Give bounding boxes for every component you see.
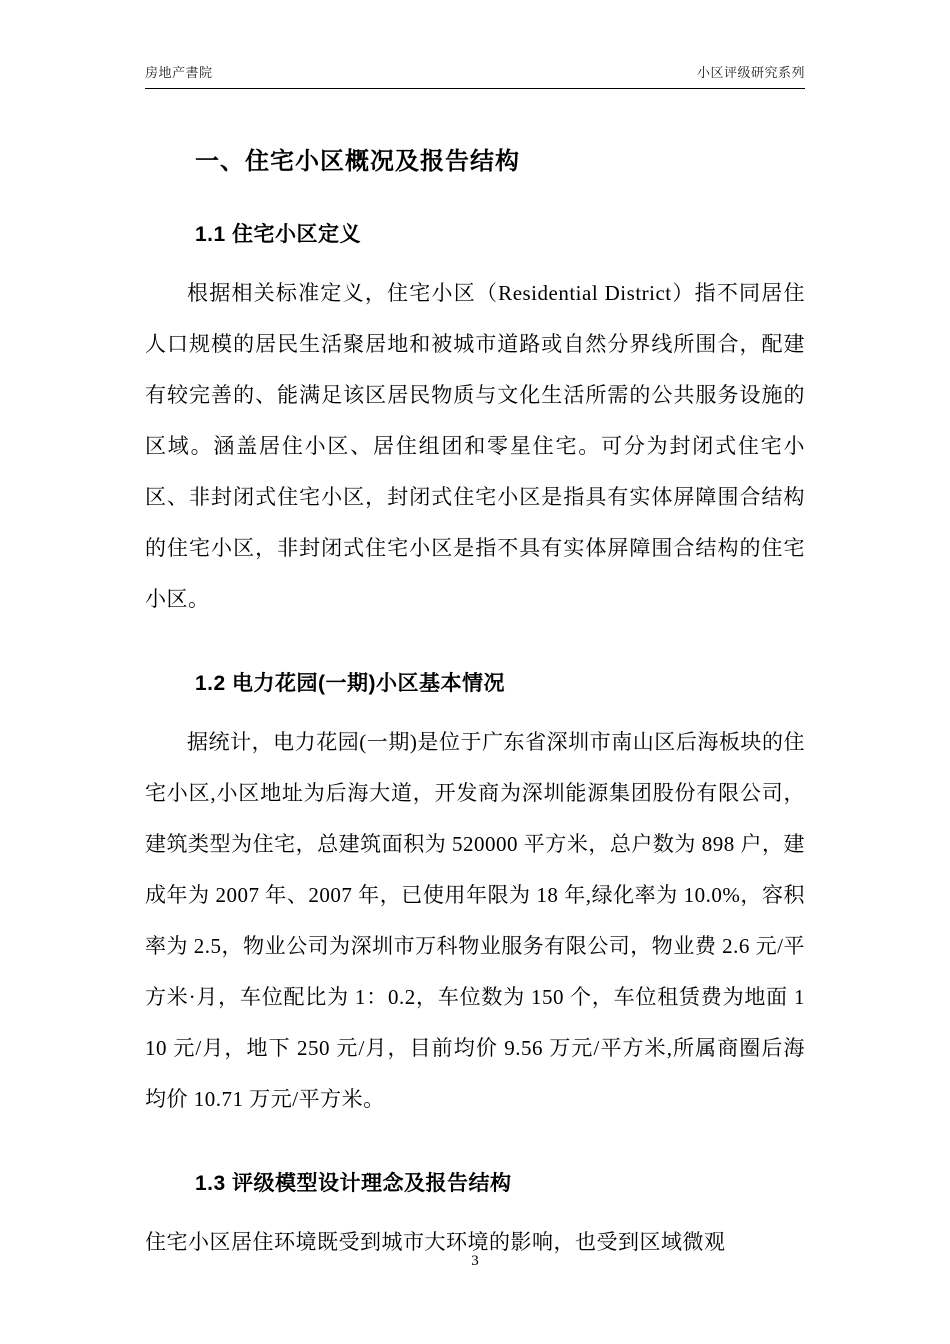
page-number: 3 <box>471 1253 479 1269</box>
main-heading: 一、住宅小区概况及报告结构 <box>195 148 520 175</box>
section-2 <box>145 667 805 1125</box>
section-3-title: 1.3 评级模型设计理念及报告结构 <box>195 1172 512 1195</box>
page-content <box>145 0 805 1268</box>
section-1 <box>145 218 805 625</box>
section-3-paragraph: 住宅小区居住环境既受到城市大环境的影响，也受到区域微观 <box>145 1230 726 1254</box>
header-left-text: 房地产書院 <box>145 65 213 80</box>
page-footer <box>0 1253 950 1270</box>
section-2-paragraph: 据统计，电力花园(一期)是位于广东省深圳市南山区后海板块的住宅小区,小区地址为后海大道，开发商为深圳能源集团股份有限公司，建筑类型为住宅，总建筑面积为 520000 平方米，总户数为 898 户，建成年为 2007 年、2007 年，已使用年限为 18 年,绿化率为 10.0%，容积率为 2.5，物业公司为深圳市万科物业服务有限公司，物业费 2.6 元/平方米·月，车位配比为 1：0.2，车位数为 150 个，车位租赁费为地面 110 元/月，地下 250 元/月，目前均价 9.56 万元/平方米,所属商圈后海均价 10.71 万元/平方米。 <box>145 730 805 1111</box>
running-header <box>145 0 805 89</box>
header-right-text: 小区评级研究系列 <box>696 65 805 80</box>
section-2-title: 1.2 电力花园(一期)小区基本情况 <box>195 672 506 695</box>
section-1-paragraph: 根据相关标准定义，住宅小区（Residential District）指不同居住人口规模的居民生活聚居地和被城市道路或自然分界线所围合，配建有较完善的、能满足该区居民物质与文化生活所需的公共服务设施的区域。涵盖居住小区、居住组团和零星住宅。可分为封闭式住宅小区、非封闭式住宅小区，封闭式住宅小区是指具有实体屏障围合结构的住宅小区，非封闭式住宅小区是指不具有实体屏障围合结构的住宅小区。 <box>145 281 805 611</box>
section-1-title: 1.1 住宅小区定义 <box>195 223 362 246</box>
